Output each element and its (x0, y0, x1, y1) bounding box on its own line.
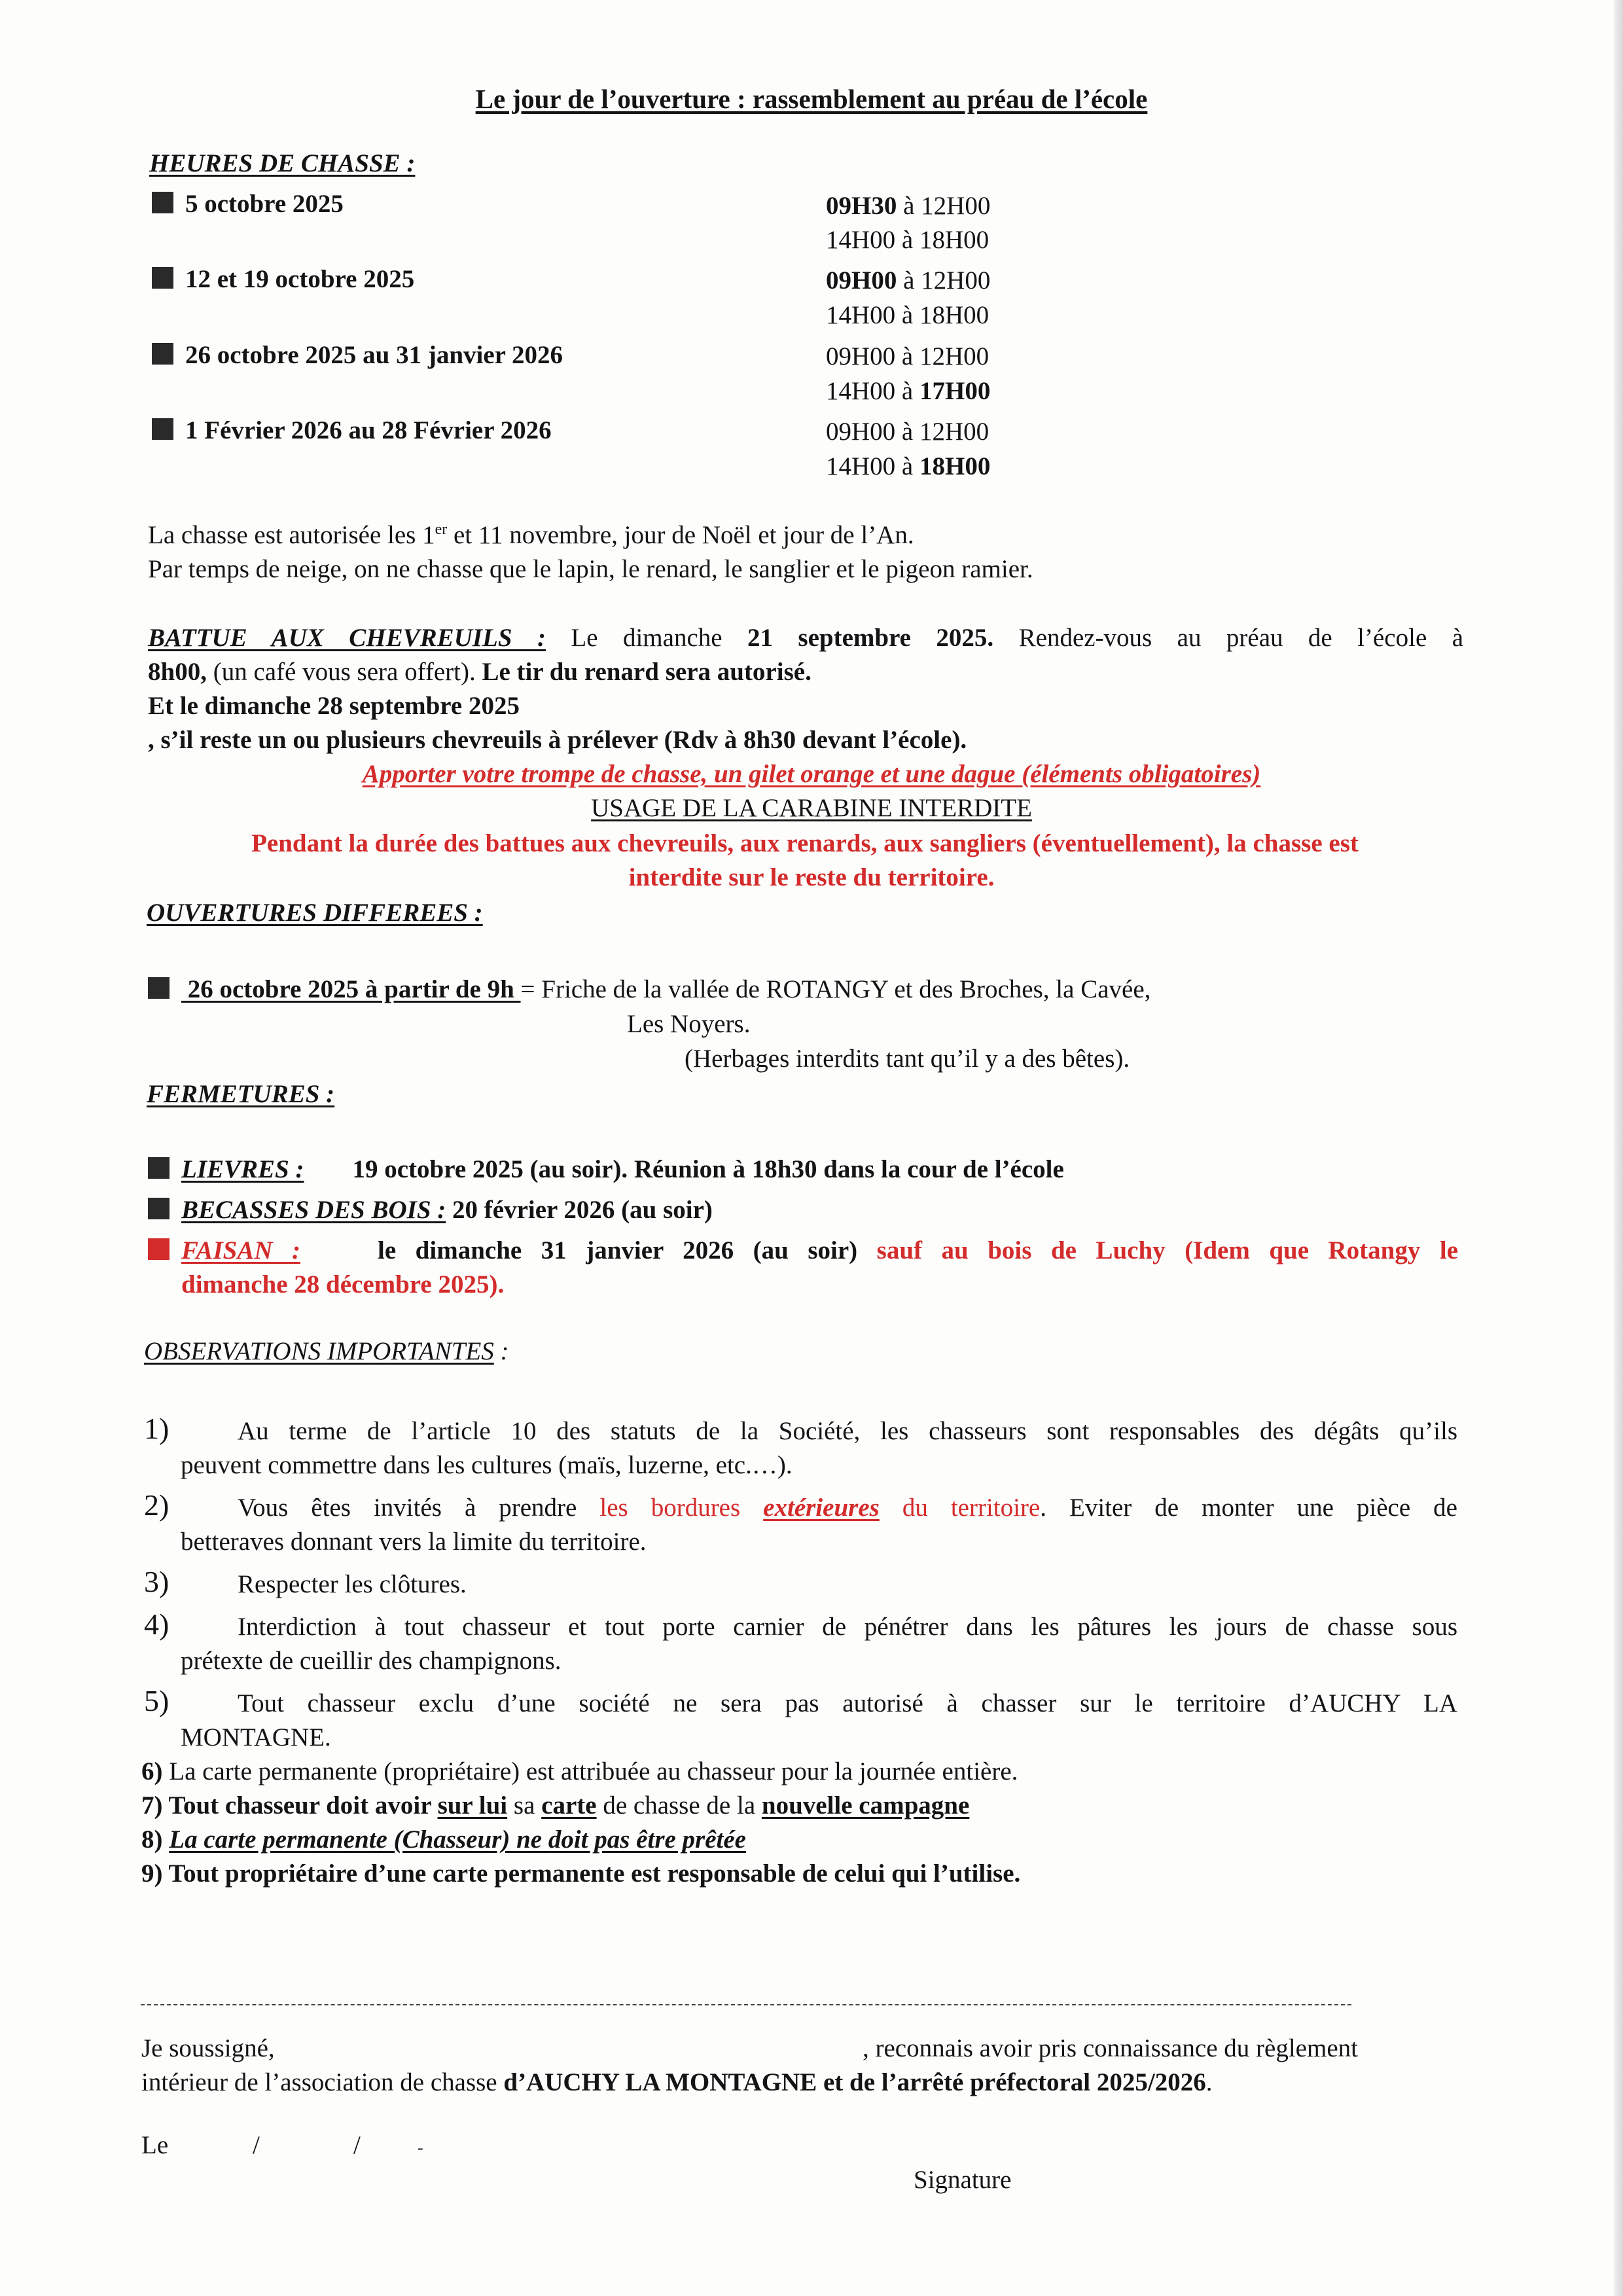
authorized-line-1: La chasse est autorisée les 1er et 11 novembre, jour de Noël et jour de l’An. (148, 521, 914, 549)
battue-second-cond: , s’il reste un ou plusieurs chevreuils à prélever (Rdv à 8h30 devant l’école). (148, 726, 967, 754)
battue-during-1: Pendant la durée des battues aux chevreuils, aux renards, aux sangliers (éventuellement), la chasse est (251, 829, 1359, 857)
fermeture-becasses: BECASSES DES BOIS : 20 février 2026 (au soir) (148, 1194, 713, 1227)
bullet-square (152, 343, 173, 365)
page-title: Le jour de l’ouverture : rassemblement au préau de l’école (475, 84, 1148, 114)
hours-heading: HEURES DE CHASSE : (149, 149, 416, 177)
differees-line-3: (Herbages interdits tant qu’il y a des bêtes). (685, 1045, 1130, 1073)
hours-row-morning: 09H00 à 12H00 (826, 342, 990, 370)
bullet-square (148, 977, 169, 999)
obs-5-line-2: MONTAGNE. (181, 1723, 331, 1751)
bullet-square (148, 1198, 169, 1219)
battue-bring: Apporter votre trompe de chasse, un gilet orange et une dague (éléments obligatoires) (362, 760, 1261, 788)
obs-2-line-2: betteraves donnant vers la limite du territoire. (181, 1528, 647, 1556)
hours-row-morning: 09H30 à 12H00 (826, 192, 991, 220)
bullet-square-red (148, 1238, 169, 1260)
battue-second-date: Et le dimanche 28 septembre 2025 (148, 692, 520, 720)
bullet-square (152, 267, 173, 289)
obs-1-line-2: peuvent commettre dans les cultures (maïs, luzerne, etc.…). (181, 1451, 793, 1479)
obs-4-line-2: prétexte de cueillir des champignons. (181, 1647, 562, 1675)
battue-during-2: interdite sur le reste du territoire. (628, 863, 995, 891)
carabine-interdite: USAGE DE LA CARABINE INTERDITE (591, 794, 1032, 822)
obs-7: 7) Tout chasseur doit avoir sur lui sa carte de chasse de la nouvelle campagne (141, 1791, 970, 1820)
obs-number: 5) (144, 1684, 169, 1717)
hours-row-morning: 09H00 à 12H00 (826, 266, 991, 295)
hours-row-label: 1 Février 2026 au 28 Février 2026 (152, 414, 552, 448)
date-label: Le (141, 2131, 169, 2159)
obs-2-line-1: Vous êtes invités à prendre les bordures extérieures du territoire. Eviter de monter une pièce de (238, 1494, 1457, 1522)
observations-heading: OBSERVATIONS IMPORTANTES : (144, 1337, 509, 1365)
battue-line-2: 8h00, (un café vous sera offert). Le tir du renard sera autorisé. (148, 658, 812, 686)
je-soussigne: Je soussigné, (141, 2034, 275, 2062)
obs-number: 2) (144, 1488, 169, 1522)
obs-number: 4) (144, 1607, 169, 1641)
obs-1-line-1: Au terme de l’article 10 des statuts de la Société, les chasseurs sont responsables des dégâts qu’ils (238, 1417, 1457, 1445)
cut-line (141, 2004, 1351, 2005)
date-slash: / (353, 2131, 361, 2159)
reconnais-text: , reconnais avoir pris connaissance du règlement (863, 2034, 1358, 2062)
obs-number: 1) (144, 1412, 169, 1445)
fermeture-faisan-2: dimanche 28 décembre 2025). (181, 1270, 505, 1299)
hours-row-afternoon: 14H00 à 18H00 (826, 301, 990, 329)
obs-number: 3) (144, 1565, 169, 1598)
hours-row-afternoon: 14H00 à 17H00 (826, 377, 991, 405)
bullet-square (152, 418, 173, 440)
signature-label: Signature (914, 2166, 1012, 2194)
hours-row-afternoon: 14H00 à 18H00 (826, 226, 990, 254)
bullet-square (152, 192, 173, 213)
hours-row-label: 26 octobre 2025 au 31 janvier 2026 (152, 339, 563, 372)
hours-row-label: 12 et 19 octobre 2025 (152, 263, 414, 296)
bullet-square (148, 1157, 169, 1179)
obs-6: 6) La carte permanente (propriétaire) est attribuée au chasseur pour la journée entière. (141, 1757, 1018, 1785)
date-slash: / (253, 2131, 260, 2159)
authorized-line-2: Par temps de neige, on ne chasse que le lapin, le renard, le sanglier et le pigeon ramier. (148, 555, 1033, 583)
obs-8: 8) La carte permanente (Chasseur) ne doit pas être prêtée (141, 1825, 746, 1854)
obs-3: Respecter les clôtures. (238, 1570, 467, 1598)
fermetures-heading: FERMETURES : (147, 1080, 335, 1108)
reglement-line: intérieur de l’association de chasse d’AUCHY LA MONTAGNE et de l’arrêté préfectoral 2025/2026. (141, 2068, 1213, 2096)
differees-line-1: 26 octobre 2025 à partir de 9h = Friche de la vallée de ROTANGY et des Broches, la Cavée, (148, 973, 1150, 1007)
scan-edge (1614, 0, 1623, 2296)
differees-heading: OUVERTURES DIFFEREES : (147, 899, 483, 927)
hours-row-afternoon: 14H00 à 18H00 (826, 452, 991, 480)
differees-line-2: Les Noyers. (627, 1010, 751, 1038)
hours-row-label: 5 octobre 2025 (152, 188, 344, 221)
obs-4-line-1: Interdiction à tout chasseur et tout porte carnier de pénétrer dans les pâtures les jours de chasse sous (238, 1613, 1457, 1641)
obs-9: 9) Tout propriétaire d’une carte permanente est responsable de celui qui l’utilise. (141, 1859, 1021, 1888)
fermeture-lievres: LIEVRES : 19 octobre 2025 (au soir). Réunion à 18h30 dans la cour de l’école (148, 1153, 1064, 1187)
battue-line-1: BATTUE AUX CHEVREUILS : Le dimanche 21 septembre 2025. Rendez-vous au préau de l’école à (148, 624, 1463, 652)
obs-5-line-1: Tout chasseur exclu d’une société ne sera pas autorisé à chasser sur le territoire d’AUCHY LA (238, 1689, 1457, 1717)
hours-row-morning: 09H00 à 12H00 (826, 418, 990, 446)
fermeture-faisan: FAISAN : le dimanche 31 janvier 2026 (au soir) sauf au bois de Luchy (Idem que Rotangy le (148, 1234, 1458, 1268)
date-mark: - (418, 2138, 423, 2157)
